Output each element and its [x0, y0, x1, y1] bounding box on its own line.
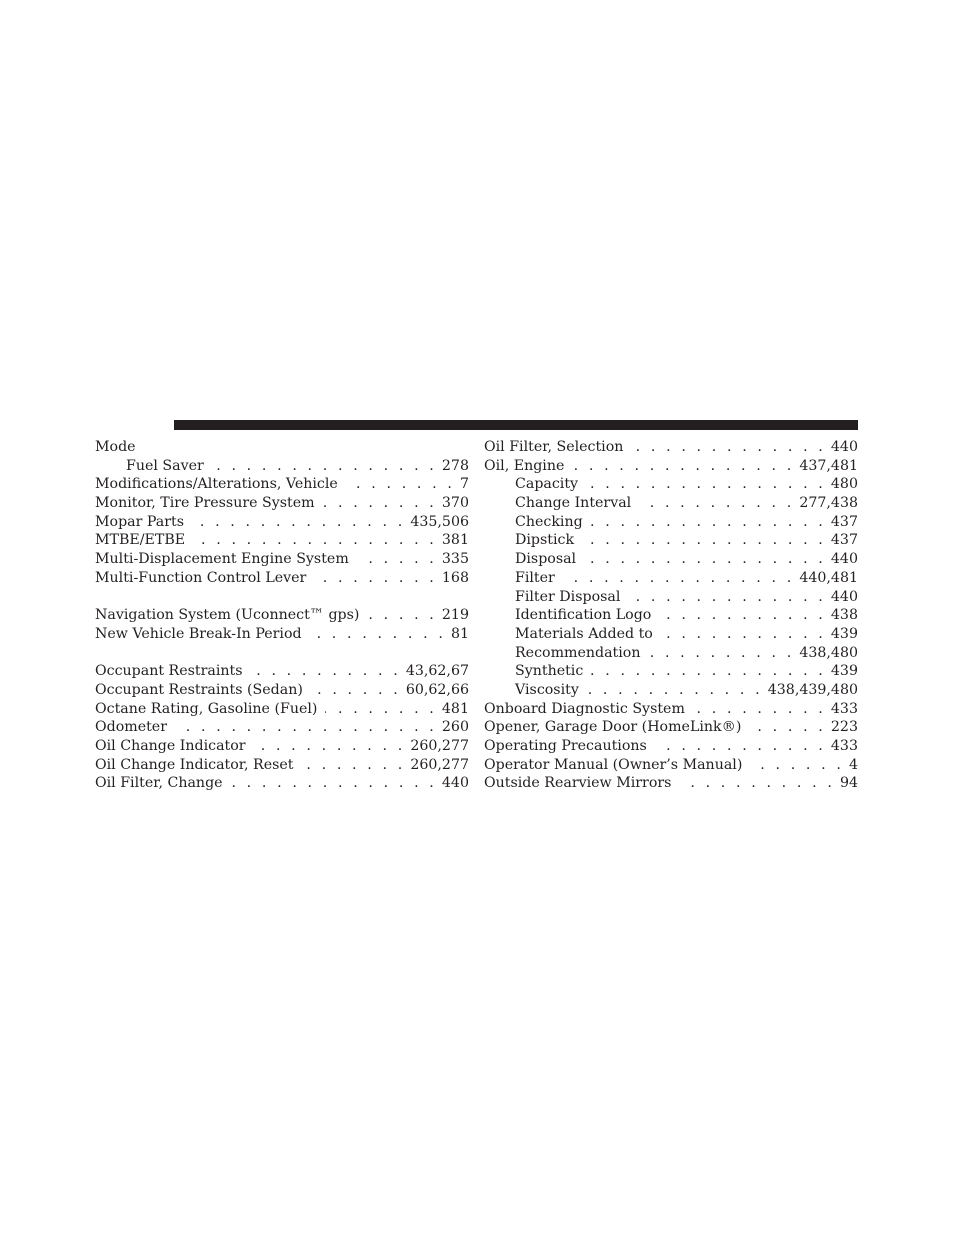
index-subentry — [484, 494, 858, 513]
index-term: Monitor, Tire Pressure System — [95, 495, 315, 512]
index-subentry — [484, 475, 858, 494]
index-term: Modifications/Alterations, Vehicle — [95, 476, 338, 493]
index-entry — [95, 475, 469, 494]
dot-leader — [659, 606, 826, 625]
index-subentry — [484, 569, 858, 588]
index-entry — [484, 457, 858, 476]
index-page-number: 440 — [441, 775, 469, 792]
index-page-number: 260,277 — [410, 756, 469, 773]
index-entry — [95, 681, 469, 700]
index-page-number: 481 — [441, 700, 469, 717]
index-term: Oil Change Indicator, Reset — [95, 756, 294, 773]
dot-leader — [661, 625, 826, 644]
index-entry — [95, 756, 469, 775]
dot-leader — [367, 606, 436, 625]
index-page-number: 440,481 — [799, 569, 858, 586]
index-entry — [95, 718, 469, 737]
index-page-number: 437 — [830, 532, 858, 549]
index-term: Outside Rearview Mirrors — [484, 775, 672, 792]
index-page-number: 480 — [830, 476, 858, 493]
dot-leader — [193, 531, 437, 550]
dot-leader — [175, 718, 437, 737]
index-page-number: 433 — [830, 700, 858, 717]
dot-leader — [310, 625, 446, 644]
index-entry — [95, 606, 469, 625]
index-page-number: 439 — [830, 625, 858, 642]
dot-leader — [231, 774, 437, 793]
index-entry — [484, 774, 858, 793]
index-entry — [484, 737, 858, 756]
index-page-number: 278 — [441, 457, 469, 474]
index-column-right — [484, 438, 858, 793]
index-subentry — [484, 606, 858, 625]
index-page-number: 168 — [441, 569, 469, 586]
dot-leader — [357, 550, 437, 569]
index-page-number: 438,439,480 — [767, 681, 858, 698]
index-page-number: 435,506 — [410, 513, 469, 530]
dot-leader — [750, 756, 844, 775]
index-term: Dipstick — [515, 532, 575, 549]
index-subentry — [484, 588, 858, 607]
index-page-number: 219 — [441, 607, 469, 624]
index-term: Operator Manual (Owner’s Manual) — [484, 756, 743, 773]
dot-leader — [582, 531, 826, 550]
index-subentry — [484, 531, 858, 550]
index-entry — [95, 494, 469, 513]
index-subentry — [484, 662, 858, 681]
dot-leader — [563, 569, 795, 588]
index-page-number: 81 — [450, 625, 469, 642]
dot-leader — [749, 718, 826, 737]
index-subentry — [484, 550, 858, 569]
index-term: Opener, Garage Door (HomeLink®) — [484, 719, 742, 736]
index-term: Viscosity — [515, 681, 579, 698]
dot-leader — [586, 475, 826, 494]
index-term: Recommendation — [515, 644, 641, 661]
dot-leader — [346, 475, 455, 494]
index-term: New Vehicle Break-In Period — [95, 625, 302, 642]
index-subentry — [484, 625, 858, 644]
index-page-number: 440 — [830, 588, 858, 605]
index-page-number: 440 — [830, 551, 858, 568]
index-term: Mode — [95, 439, 136, 455]
index-entry — [484, 756, 858, 775]
index-term: Oil Filter, Selection — [484, 439, 624, 455]
index-term: Fuel Saver — [126, 457, 204, 474]
dot-leader — [325, 700, 436, 719]
index-page-number: 438 — [830, 607, 858, 624]
index-page-number: 335 — [441, 551, 469, 568]
dot-leader — [302, 756, 406, 775]
index-term: Multi-Function Control Lever — [95, 569, 307, 586]
index-term: Octane Rating, Gasoline (Fuel) — [95, 700, 318, 717]
index-term: Disposal — [515, 551, 577, 568]
index-term: Occupant Restraints — [95, 663, 243, 680]
index-term: Filter Disposal — [515, 588, 621, 605]
dot-leader — [693, 700, 826, 719]
index-page-number: 437 — [830, 513, 858, 530]
index-page-number: 438,480 — [799, 644, 858, 661]
index-term: Oil Change Indicator — [95, 738, 246, 754]
index-page-number: 277,438 — [799, 495, 858, 512]
index-entry — [95, 737, 469, 756]
dot-leader — [679, 774, 835, 793]
dot-leader — [572, 457, 794, 476]
index-entry — [95, 774, 469, 793]
index-page-number: 223 — [830, 719, 858, 736]
index-page-number: 7 — [459, 476, 469, 493]
index-term: Mopar Parts — [95, 513, 185, 530]
index-subentry — [484, 513, 858, 532]
index-entry — [95, 513, 469, 532]
index-entry — [484, 718, 858, 737]
index-page-number: 439 — [830, 663, 858, 680]
index-term: Synthetic — [515, 663, 584, 680]
index-term: Identification Logo — [515, 607, 652, 624]
index-term: Materials Added to — [515, 625, 653, 642]
index-page-number: 260,277 — [410, 738, 469, 754]
dot-leader — [584, 550, 826, 569]
index-page-number: 43,62,67 — [405, 663, 469, 680]
index-entry — [95, 700, 469, 719]
index-page-number: 94 — [839, 775, 858, 792]
dot-leader — [192, 513, 405, 532]
index-entry — [95, 438, 469, 457]
index-term: Multi-Displacement Engine System — [95, 551, 349, 568]
dot-leader — [254, 737, 406, 756]
header-rule — [174, 420, 858, 430]
dot-leader — [631, 438, 826, 457]
index-page-number: 437,481 — [799, 457, 858, 474]
index-page-number: 4 — [848, 756, 858, 773]
index-term: Capacity — [515, 476, 579, 493]
index-term: Occupant Restraints (Sedan) — [95, 681, 303, 698]
dot-leader — [212, 457, 437, 476]
dot-leader — [655, 737, 826, 756]
index-entry — [484, 700, 858, 719]
index-page-number: 370 — [441, 495, 469, 512]
dot-leader — [628, 588, 826, 607]
index-page-number: 60,62,66 — [405, 681, 469, 698]
dot-leader — [314, 569, 437, 588]
dot-leader — [251, 662, 401, 681]
index-subentry — [95, 457, 469, 476]
index-page-number: 433 — [830, 738, 858, 754]
index-term: Change Interval — [515, 495, 632, 512]
dot-leader — [591, 513, 826, 532]
dot-leader — [648, 644, 794, 663]
index-column-left — [95, 438, 469, 793]
dot-leader — [591, 662, 826, 681]
index-entry — [95, 625, 469, 644]
index-term: Filter — [515, 569, 555, 586]
index-term: Odometer — [95, 719, 167, 736]
index-term: Onboard Diagnostic System — [484, 700, 685, 717]
index-page-number: 440 — [830, 439, 858, 455]
dot-leader — [323, 494, 437, 513]
index-entry — [95, 569, 469, 588]
index-page-number: 381 — [441, 532, 469, 549]
index-entry — [95, 531, 469, 550]
index-entry — [95, 550, 469, 569]
index-term: Operating Precautions — [484, 738, 647, 754]
index-entry — [95, 662, 469, 681]
index-term: Oil Filter, Change — [95, 775, 223, 792]
index-term: Oil, Engine — [484, 457, 565, 474]
dot-leader — [587, 681, 763, 700]
index-subentry — [484, 644, 858, 663]
dot-leader — [639, 494, 794, 513]
index-term: Checking — [515, 513, 583, 530]
index-term: Navigation System (Uconnect™ gps) — [95, 607, 360, 624]
dot-leader — [311, 681, 401, 700]
index-entry — [484, 438, 858, 457]
index-page-number: 260 — [441, 719, 469, 736]
index-subentry — [484, 681, 858, 700]
index-term: MTBE/ETBE — [95, 532, 186, 549]
